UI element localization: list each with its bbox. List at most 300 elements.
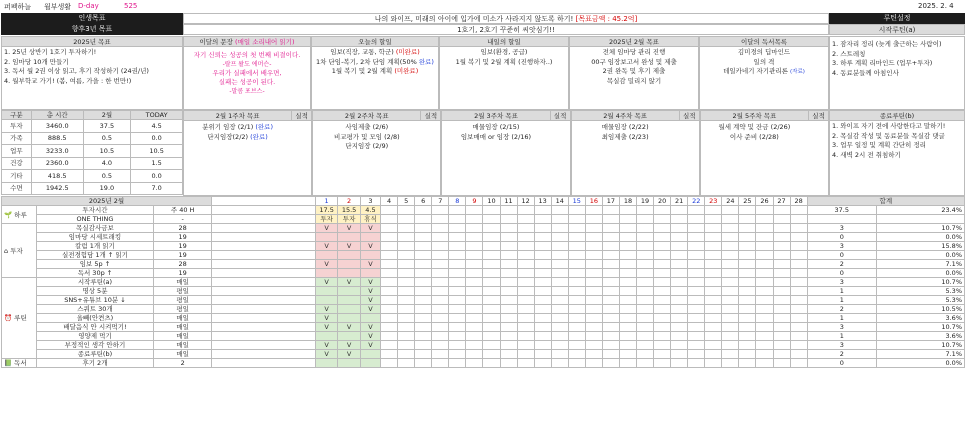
- habit-day-cell[interactable]: [415, 287, 432, 296]
- habit-day-cell[interactable]: V: [315, 278, 337, 287]
- habit-day-cell[interactable]: [756, 278, 773, 287]
- habit-day-cell[interactable]: [466, 323, 483, 332]
- habit-day-cell[interactable]: [551, 242, 568, 251]
- habit-day-cell[interactable]: [619, 269, 636, 278]
- week-goal-column[interactable]: [700, 110, 829, 196]
- habit-day-cell[interactable]: [602, 278, 619, 287]
- habit-day-cell[interactable]: [517, 305, 534, 314]
- habit-day-cell[interactable]: [602, 233, 619, 242]
- habit-day-cell[interactable]: [500, 269, 517, 278]
- habit-day-cell[interactable]: [551, 224, 568, 233]
- habit-day-cell[interactable]: [517, 350, 534, 359]
- habit-day-cell[interactable]: [688, 341, 705, 350]
- habit-day-cell[interactable]: [722, 251, 739, 260]
- habit-day-cell[interactable]: [602, 206, 619, 215]
- habit-day-cell[interactable]: [585, 233, 602, 242]
- habit-day-cell[interactable]: [381, 341, 398, 350]
- habit-day-cell[interactable]: [688, 350, 705, 359]
- habit-day-cell[interactable]: [398, 350, 415, 359]
- habit-day-cell[interactable]: [688, 314, 705, 323]
- habit-day-cell[interactable]: [722, 269, 739, 278]
- habit-day-cell[interactable]: [654, 206, 671, 215]
- habit-day-cell[interactable]: [722, 224, 739, 233]
- month-quote-box[interactable]: [183, 36, 311, 110]
- habit-day-cell[interactable]: [637, 242, 654, 251]
- habit-day-cell[interactable]: [773, 242, 790, 251]
- habit-day-cell[interactable]: [722, 341, 739, 350]
- habit-day-cell[interactable]: [602, 269, 619, 278]
- week-goal-column[interactable]: [441, 110, 570, 196]
- calendar-day[interactable]: 13: [534, 197, 551, 206]
- habit-day-cell[interactable]: [534, 305, 551, 314]
- time-value[interactable]: 888.5: [31, 132, 83, 145]
- habit-day-cell[interactable]: [671, 350, 688, 359]
- habit-day-cell[interactable]: [773, 305, 790, 314]
- habit-day-cell[interactable]: [654, 323, 671, 332]
- habit-day-cell[interactable]: [568, 233, 585, 242]
- habit-day-cell[interactable]: [619, 359, 636, 368]
- habit-day-cell[interactable]: [671, 323, 688, 332]
- habit-day-cell[interactable]: V: [360, 296, 380, 305]
- habit-day-cell[interactable]: [619, 215, 636, 224]
- habit-day-cell[interactable]: [517, 341, 534, 350]
- habit-day-cell[interactable]: [449, 260, 466, 269]
- habit-day-cell[interactable]: [500, 341, 517, 350]
- habit-day-cell[interactable]: [619, 314, 636, 323]
- calendar-day[interactable]: 11: [500, 197, 517, 206]
- week-goal-column[interactable]: [312, 110, 441, 196]
- habit-day-cell[interactable]: [381, 233, 398, 242]
- habit-day-cell[interactable]: [654, 314, 671, 323]
- time-value[interactable]: 7.0: [131, 182, 183, 195]
- habit-day-cell[interactable]: [671, 233, 688, 242]
- habit-day-cell[interactable]: [500, 305, 517, 314]
- today-tasks-box[interactable]: [311, 36, 439, 110]
- habit-day-cell[interactable]: [466, 314, 483, 323]
- habit-day-cell[interactable]: [432, 224, 449, 233]
- habit-day-cell[interactable]: [483, 278, 500, 287]
- habit-day-cell[interactable]: [654, 305, 671, 314]
- habit-day-cell[interactable]: [449, 287, 466, 296]
- habit-day-cell[interactable]: [360, 269, 380, 278]
- habit-day-cell[interactable]: [585, 359, 602, 368]
- calendar-day[interactable]: 9: [466, 197, 483, 206]
- habit-day-cell[interactable]: [398, 296, 415, 305]
- habit-day-cell[interactable]: 17.5: [315, 206, 337, 215]
- habit-day-cell[interactable]: [381, 242, 398, 251]
- habit-day-cell[interactable]: [654, 242, 671, 251]
- habit-day-cell[interactable]: [705, 323, 722, 332]
- habit-day-cell[interactable]: [466, 296, 483, 305]
- habit-day-cell[interactable]: [315, 332, 337, 341]
- habit-day-cell[interactable]: [688, 260, 705, 269]
- habit-day-cell[interactable]: [398, 314, 415, 323]
- habit-day-cell[interactable]: V: [360, 287, 380, 296]
- habit-day-cell[interactable]: [415, 341, 432, 350]
- time-value[interactable]: 19.0: [83, 182, 131, 195]
- habit-day-cell[interactable]: [551, 278, 568, 287]
- habit-day-cell[interactable]: [585, 350, 602, 359]
- habit-day-cell[interactable]: [517, 269, 534, 278]
- habit-day-cell[interactable]: [381, 305, 398, 314]
- habit-day-cell[interactable]: [585, 323, 602, 332]
- habit-day-cell[interactable]: [315, 251, 337, 260]
- habit-day-cell[interactable]: [381, 206, 398, 215]
- habit-day-cell[interactable]: [705, 296, 722, 305]
- calendar-day[interactable]: 12: [517, 197, 534, 206]
- habit-day-cell[interactable]: [449, 233, 466, 242]
- habit-day-cell[interactable]: [705, 350, 722, 359]
- habit-day-cell[interactable]: [500, 251, 517, 260]
- habit-day-cell[interactable]: [568, 260, 585, 269]
- habit-day-cell[interactable]: [756, 296, 773, 305]
- habit-day-cell[interactable]: [722, 359, 739, 368]
- time-value[interactable]: 418.5: [31, 170, 83, 183]
- habit-day-cell[interactable]: [602, 251, 619, 260]
- habit-day-cell[interactable]: [551, 206, 568, 215]
- habit-day-cell[interactable]: [568, 305, 585, 314]
- habit-day-cell[interactable]: [415, 296, 432, 305]
- habit-day-cell[interactable]: [671, 206, 688, 215]
- habit-day-cell[interactable]: [654, 269, 671, 278]
- habit-day-cell[interactable]: [432, 278, 449, 287]
- habit-day-cell[interactable]: [722, 305, 739, 314]
- habit-day-cell[interactable]: [449, 251, 466, 260]
- habit-day-cell[interactable]: [654, 251, 671, 260]
- habit-day-cell[interactable]: [654, 278, 671, 287]
- habit-day-cell[interactable]: [790, 242, 807, 251]
- habit-day-cell[interactable]: [483, 350, 500, 359]
- time-value[interactable]: 10.5: [83, 145, 131, 158]
- habit-day-cell[interactable]: [534, 260, 551, 269]
- habit-day-cell[interactable]: [671, 260, 688, 269]
- habit-day-cell[interactable]: [602, 323, 619, 332]
- habit-day-cell[interactable]: [619, 296, 636, 305]
- habit-day-cell[interactable]: [534, 332, 551, 341]
- habit-day-cell[interactable]: [398, 341, 415, 350]
- habit-day-cell[interactable]: [602, 305, 619, 314]
- habit-day-cell[interactable]: [722, 323, 739, 332]
- habit-day-cell[interactable]: [739, 278, 756, 287]
- habit-day-cell[interactable]: [585, 332, 602, 341]
- habit-day-cell[interactable]: [637, 323, 654, 332]
- habit-day-cell[interactable]: [534, 296, 551, 305]
- habit-day-cell[interactable]: [671, 278, 688, 287]
- habit-day-cell[interactable]: [551, 287, 568, 296]
- habit-day-cell[interactable]: [466, 260, 483, 269]
- habit-day-cell[interactable]: [773, 224, 790, 233]
- habit-day-cell[interactable]: [722, 314, 739, 323]
- habit-day-cell[interactable]: [705, 332, 722, 341]
- habit-day-cell[interactable]: [705, 224, 722, 233]
- feb-goal-box[interactable]: [569, 36, 699, 110]
- habit-day-cell[interactable]: [432, 332, 449, 341]
- habit-day-cell[interactable]: V: [315, 323, 337, 332]
- habit-day-cell[interactable]: [398, 206, 415, 215]
- habit-day-cell[interactable]: [381, 224, 398, 233]
- time-value[interactable]: 3460.0: [31, 120, 83, 133]
- habit-day-cell[interactable]: [483, 224, 500, 233]
- calendar-day[interactable]: 26: [756, 197, 773, 206]
- habit-day-cell[interactable]: [381, 260, 398, 269]
- habit-day-cell[interactable]: V: [338, 242, 360, 251]
- habit-day-cell[interactable]: [773, 314, 790, 323]
- habit-day-cell[interactable]: V: [315, 242, 337, 251]
- habit-day-cell[interactable]: [739, 206, 756, 215]
- habit-day-cell[interactable]: [619, 242, 636, 251]
- habit-day-cell[interactable]: [637, 314, 654, 323]
- habit-day-cell[interactable]: [568, 332, 585, 341]
- habit-day-cell[interactable]: [483, 323, 500, 332]
- habit-day-cell[interactable]: [483, 251, 500, 260]
- habit-day-cell[interactable]: [466, 350, 483, 359]
- habit-day-cell[interactable]: [619, 341, 636, 350]
- habit-day-cell[interactable]: [551, 251, 568, 260]
- habit-day-cell[interactable]: [534, 359, 551, 368]
- habit-day-cell[interactable]: V: [360, 305, 380, 314]
- habit-day-cell[interactable]: [619, 224, 636, 233]
- habit-day-cell[interactable]: [739, 332, 756, 341]
- habit-day-cell[interactable]: [415, 359, 432, 368]
- habit-day-cell[interactable]: [466, 359, 483, 368]
- habit-day-cell[interactable]: [688, 296, 705, 305]
- habit-day-cell[interactable]: [338, 296, 360, 305]
- habit-day-cell[interactable]: [517, 314, 534, 323]
- habit-day-cell[interactable]: [466, 305, 483, 314]
- habit-day-cell[interactable]: [773, 350, 790, 359]
- habit-day-cell[interactable]: [551, 260, 568, 269]
- habit-day-cell[interactable]: [654, 341, 671, 350]
- start-routine-box[interactable]: [829, 36, 965, 110]
- time-value[interactable]: 0.5: [83, 170, 131, 183]
- habit-day-cell[interactable]: [619, 332, 636, 341]
- habit-day-cell[interactable]: [705, 251, 722, 260]
- habit-day-cell[interactable]: [756, 224, 773, 233]
- habit-day-cell[interactable]: [722, 206, 739, 215]
- habit-day-cell[interactable]: [381, 323, 398, 332]
- habit-day-cell[interactable]: [500, 296, 517, 305]
- calendar-day[interactable]: 24: [722, 197, 739, 206]
- habit-day-cell[interactable]: [637, 350, 654, 359]
- habit-day-cell[interactable]: [415, 215, 432, 224]
- habit-day-cell[interactable]: [773, 233, 790, 242]
- habit-day-cell[interactable]: [338, 260, 360, 269]
- habit-day-cell[interactable]: [415, 233, 432, 242]
- habit-day-cell[interactable]: [671, 287, 688, 296]
- habit-day-cell[interactable]: [790, 323, 807, 332]
- habit-day-cell[interactable]: [449, 332, 466, 341]
- habit-day-cell[interactable]: [432, 323, 449, 332]
- habit-day-cell[interactable]: [722, 296, 739, 305]
- habit-day-cell[interactable]: [466, 233, 483, 242]
- habit-day-cell[interactable]: [415, 269, 432, 278]
- habit-day-cell[interactable]: [671, 332, 688, 341]
- habit-day-cell[interactable]: V: [360, 242, 380, 251]
- habit-day-cell[interactable]: [671, 341, 688, 350]
- habit-day-cell[interactable]: [568, 287, 585, 296]
- habit-day-cell[interactable]: [637, 278, 654, 287]
- habit-day-cell[interactable]: [483, 260, 500, 269]
- habit-day-cell[interactable]: [739, 242, 756, 251]
- habit-day-cell[interactable]: [756, 332, 773, 341]
- habit-day-cell[interactable]: [773, 359, 790, 368]
- habit-day-cell[interactable]: [773, 287, 790, 296]
- habit-day-cell[interactable]: [381, 359, 398, 368]
- habit-day-cell[interactable]: [756, 242, 773, 251]
- habit-day-cell[interactable]: [432, 287, 449, 296]
- habit-day-cell[interactable]: V: [338, 323, 360, 332]
- time-value[interactable]: 10.5: [131, 145, 183, 158]
- habit-day-cell[interactable]: 휴식: [360, 215, 380, 224]
- habit-day-cell[interactable]: [602, 260, 619, 269]
- habit-day-cell[interactable]: [568, 269, 585, 278]
- habit-day-cell[interactable]: [517, 323, 534, 332]
- habit-day-cell[interactable]: [705, 287, 722, 296]
- habit-day-cell[interactable]: [705, 260, 722, 269]
- habit-day-cell[interactable]: V: [315, 314, 337, 323]
- habit-day-cell[interactable]: [466, 215, 483, 224]
- habit-day-cell[interactable]: [602, 215, 619, 224]
- habit-day-cell[interactable]: [654, 224, 671, 233]
- habit-day-cell[interactable]: [602, 242, 619, 251]
- habit-day-cell[interactable]: [756, 233, 773, 242]
- habit-day-cell[interactable]: [500, 206, 517, 215]
- calendar-day[interactable]: 14: [551, 197, 568, 206]
- calendar-day[interactable]: 4: [381, 197, 398, 206]
- calendar-day[interactable]: 27: [773, 197, 790, 206]
- habit-day-cell[interactable]: [773, 269, 790, 278]
- habit-day-cell[interactable]: [739, 341, 756, 350]
- calendar-day[interactable]: 18: [619, 197, 636, 206]
- habit-day-cell[interactable]: [432, 359, 449, 368]
- habit-day-cell[interactable]: [739, 314, 756, 323]
- habit-day-cell[interactable]: [517, 224, 534, 233]
- habit-day-cell[interactable]: [517, 260, 534, 269]
- habit-day-cell[interactable]: V: [360, 341, 380, 350]
- habit-day-cell[interactable]: [602, 296, 619, 305]
- calendar-day[interactable]: 1: [315, 197, 337, 206]
- habit-day-cell[interactable]: [551, 305, 568, 314]
- habit-day-cell[interactable]: [381, 332, 398, 341]
- habit-day-cell[interactable]: [534, 323, 551, 332]
- habit-day-cell[interactable]: [773, 251, 790, 260]
- week-goal-column[interactable]: [183, 110, 312, 196]
- habit-day-cell[interactable]: [432, 341, 449, 350]
- habit-day-cell[interactable]: [739, 359, 756, 368]
- calendar-day[interactable]: 15: [568, 197, 585, 206]
- habit-day-cell[interactable]: [790, 233, 807, 242]
- habit-day-cell[interactable]: [773, 341, 790, 350]
- habit-day-cell[interactable]: [688, 287, 705, 296]
- habit-day-cell[interactable]: [756, 251, 773, 260]
- habit-day-cell[interactable]: [449, 323, 466, 332]
- habit-day-cell[interactable]: [338, 359, 360, 368]
- calendar-day[interactable]: 6: [415, 197, 432, 206]
- tomorrow-tasks-box[interactable]: [439, 36, 569, 110]
- habit-day-cell[interactable]: [432, 350, 449, 359]
- habit-day-cell[interactable]: V: [315, 224, 337, 233]
- habit-day-cell[interactable]: [534, 242, 551, 251]
- habit-day-cell[interactable]: V: [315, 350, 337, 359]
- habit-day-cell[interactable]: [637, 251, 654, 260]
- habit-day-cell[interactable]: [688, 251, 705, 260]
- habit-day-cell[interactable]: [705, 269, 722, 278]
- habit-day-cell[interactable]: [534, 224, 551, 233]
- habit-day-cell[interactable]: [551, 341, 568, 350]
- habit-day-cell[interactable]: [398, 323, 415, 332]
- habit-day-cell[interactable]: [619, 260, 636, 269]
- habit-day-cell[interactable]: V: [315, 341, 337, 350]
- habit-day-cell[interactable]: [619, 287, 636, 296]
- habit-day-cell[interactable]: [619, 206, 636, 215]
- habit-day-cell[interactable]: [722, 260, 739, 269]
- habit-day-cell[interactable]: [500, 278, 517, 287]
- habit-day-cell[interactable]: [381, 278, 398, 287]
- habit-day-cell[interactable]: [415, 242, 432, 251]
- habit-day-cell[interactable]: [398, 305, 415, 314]
- habit-day-cell[interactable]: [500, 260, 517, 269]
- habit-day-cell[interactable]: [483, 341, 500, 350]
- habit-day-cell[interactable]: [722, 332, 739, 341]
- habit-day-cell[interactable]: [449, 206, 466, 215]
- habit-day-cell[interactable]: [602, 350, 619, 359]
- habit-day-cell[interactable]: [398, 278, 415, 287]
- habit-day-cell[interactable]: [568, 224, 585, 233]
- habit-day-cell[interactable]: [466, 332, 483, 341]
- habit-day-cell[interactable]: [568, 206, 585, 215]
- habit-day-cell[interactable]: [722, 242, 739, 251]
- habit-day-cell[interactable]: [773, 278, 790, 287]
- habit-day-cell[interactable]: [722, 215, 739, 224]
- habit-day-cell[interactable]: [398, 224, 415, 233]
- habit-day-cell[interactable]: [568, 251, 585, 260]
- habit-day-cell[interactable]: [398, 269, 415, 278]
- calendar-day[interactable]: 20: [654, 197, 671, 206]
- habit-day-cell[interactable]: [705, 215, 722, 224]
- habit-day-cell[interactable]: [688, 359, 705, 368]
- habit-day-cell[interactable]: [432, 242, 449, 251]
- calendar-day[interactable]: 2: [338, 197, 360, 206]
- habit-day-cell[interactable]: [637, 305, 654, 314]
- habit-day-cell[interactable]: [449, 305, 466, 314]
- habit-day-cell[interactable]: [398, 287, 415, 296]
- habit-day-cell[interactable]: [654, 260, 671, 269]
- habit-day-cell[interactable]: [739, 305, 756, 314]
- habit-day-cell[interactable]: [483, 314, 500, 323]
- habit-day-cell[interactable]: [619, 233, 636, 242]
- habit-day-cell[interactable]: [637, 359, 654, 368]
- habit-day-cell[interactable]: [381, 314, 398, 323]
- habit-day-cell[interactable]: [671, 269, 688, 278]
- habit-day-cell[interactable]: [705, 314, 722, 323]
- habit-day-cell[interactable]: [585, 260, 602, 269]
- habit-day-cell[interactable]: [551, 314, 568, 323]
- time-value[interactable]: 4.5: [131, 120, 183, 133]
- habit-day-cell[interactable]: [432, 269, 449, 278]
- habit-day-cell[interactable]: [466, 251, 483, 260]
- habit-day-cell[interactable]: [671, 224, 688, 233]
- habit-day-cell[interactable]: [671, 359, 688, 368]
- habit-day-cell[interactable]: [500, 215, 517, 224]
- habit-day-cell[interactable]: [705, 305, 722, 314]
- habit-day-cell[interactable]: [585, 251, 602, 260]
- habit-day-cell[interactable]: [449, 215, 466, 224]
- habit-day-cell[interactable]: [551, 332, 568, 341]
- habit-day-cell[interactable]: 4.5: [360, 206, 380, 215]
- habit-day-cell[interactable]: [415, 251, 432, 260]
- habit-day-cell[interactable]: [483, 305, 500, 314]
- calendar-day[interactable]: 28: [790, 197, 807, 206]
